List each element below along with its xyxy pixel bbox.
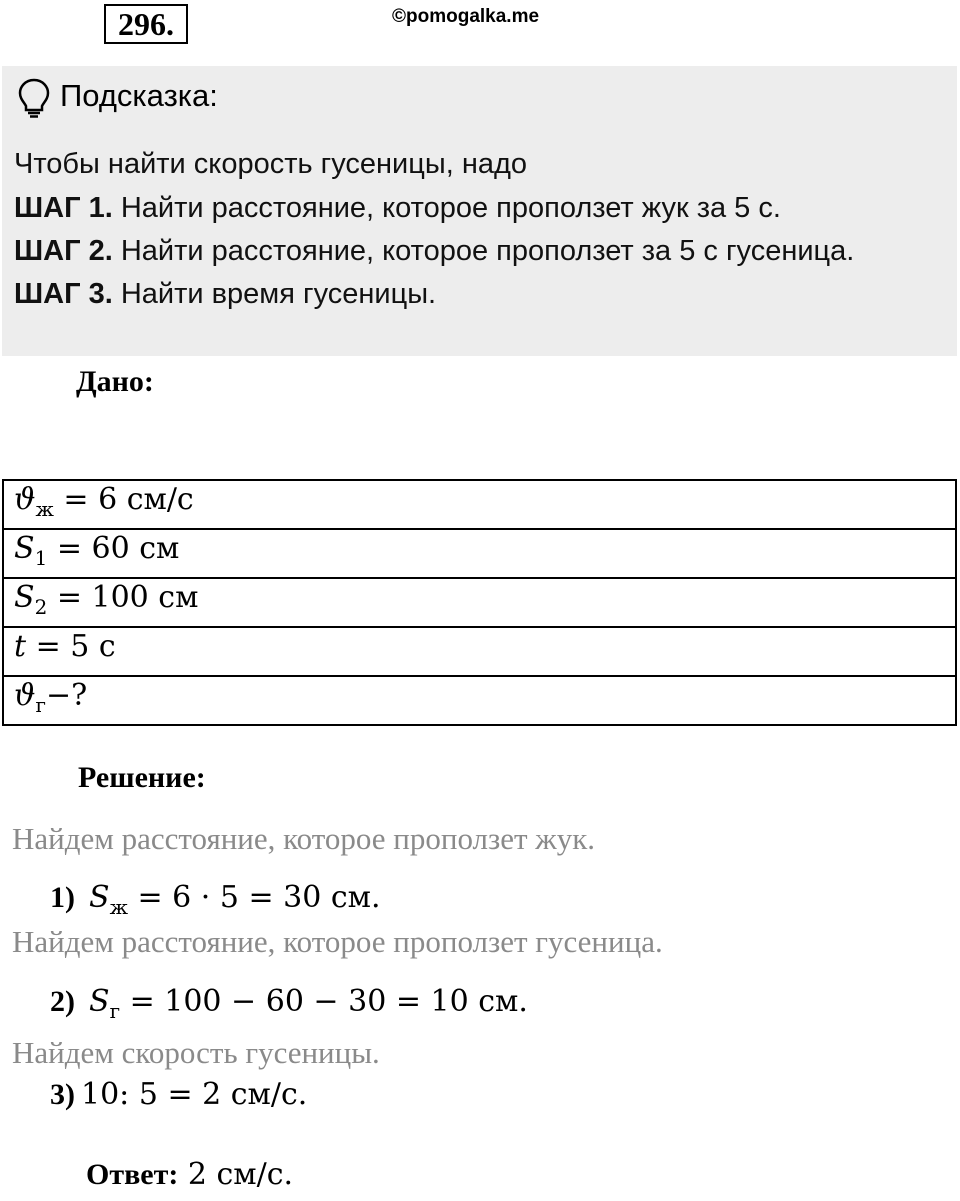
watermark: ©pomogalka.me (392, 6, 540, 27)
step-label: ШАГ 3. (14, 278, 113, 310)
given-cell (3, 627, 956, 676)
step-number: 2) (50, 985, 75, 1018)
hint-box (2, 66, 957, 356)
solution-calc (50, 879, 381, 926)
given-cell (3, 676, 956, 725)
variable: t (14, 629, 27, 664)
subscript: ж (35, 497, 54, 521)
variable: S (89, 880, 110, 915)
expression: 10: 5 = 2 см/с. (81, 1077, 308, 1112)
given-cell (3, 480, 956, 529)
variable: S (14, 580, 35, 615)
solution-comment: Найдем скорость гусеницы. (12, 1035, 380, 1070)
subscript: 1 (34, 546, 48, 570)
hint-intro: Чтобы найти скорость гусеницы, надо (14, 148, 528, 180)
hint-step (14, 188, 781, 228)
given-heading: Дано: (76, 365, 154, 398)
subscript: г (35, 693, 46, 717)
step-text: Найти расстояние, которое проползет жук за 5 с. (112, 192, 781, 224)
given-table (2, 479, 957, 726)
answer-value: 2 см/с. (178, 1157, 294, 1192)
variable: S (14, 531, 35, 566)
step-number: 1) (50, 881, 75, 914)
hint-step (14, 274, 436, 314)
hint-title: Подсказка: (60, 78, 218, 113)
given-row (3, 480, 956, 529)
given-row (3, 578, 956, 627)
subscript: 2 (34, 595, 48, 619)
solution-comment: Найдем расстояние, которое проползет жук. (12, 821, 596, 856)
variable: S (89, 984, 110, 1019)
solution-heading: Решение: (78, 761, 206, 794)
lightbulb-icon (18, 78, 50, 123)
expression: = 100 − 60 − 30 = 10 см. (120, 984, 528, 1019)
step-label: ШАГ 2. (14, 235, 113, 267)
given-row (3, 529, 956, 578)
variable: ϑ (14, 678, 36, 713)
value: −? (45, 678, 88, 713)
expression: = 6 · 5 = 30 см. (127, 880, 381, 915)
answer (86, 1156, 293, 1194)
subscript: г (109, 999, 121, 1023)
subscript: ж (109, 895, 128, 919)
step-number: 3) (50, 1078, 75, 1111)
answer-label: Ответ: (86, 1158, 179, 1191)
step-text: Найти время гусеницы. (112, 278, 437, 310)
given-cell (3, 529, 956, 578)
value: = 100 см (47, 580, 199, 615)
hint-step (14, 231, 854, 271)
step-label: ШАГ 1. (14, 192, 113, 224)
value: = 6 см/с (53, 482, 194, 517)
given-cell (3, 578, 956, 627)
value: = 60 см (47, 531, 180, 566)
value: = 5 с (26, 629, 116, 664)
solution-calc (50, 983, 528, 1030)
step-text: Найти расстояние, которое проползет за 5 с гусеница. (112, 235, 855, 267)
given-row (3, 676, 956, 725)
given-row (3, 627, 956, 676)
solution-comment: Найдем расстояние, которое проползет гусеница. (12, 924, 663, 959)
variable: ϑ (14, 482, 36, 517)
task-number: 296. (104, 4, 188, 44)
solution-calc (50, 1076, 307, 1123)
